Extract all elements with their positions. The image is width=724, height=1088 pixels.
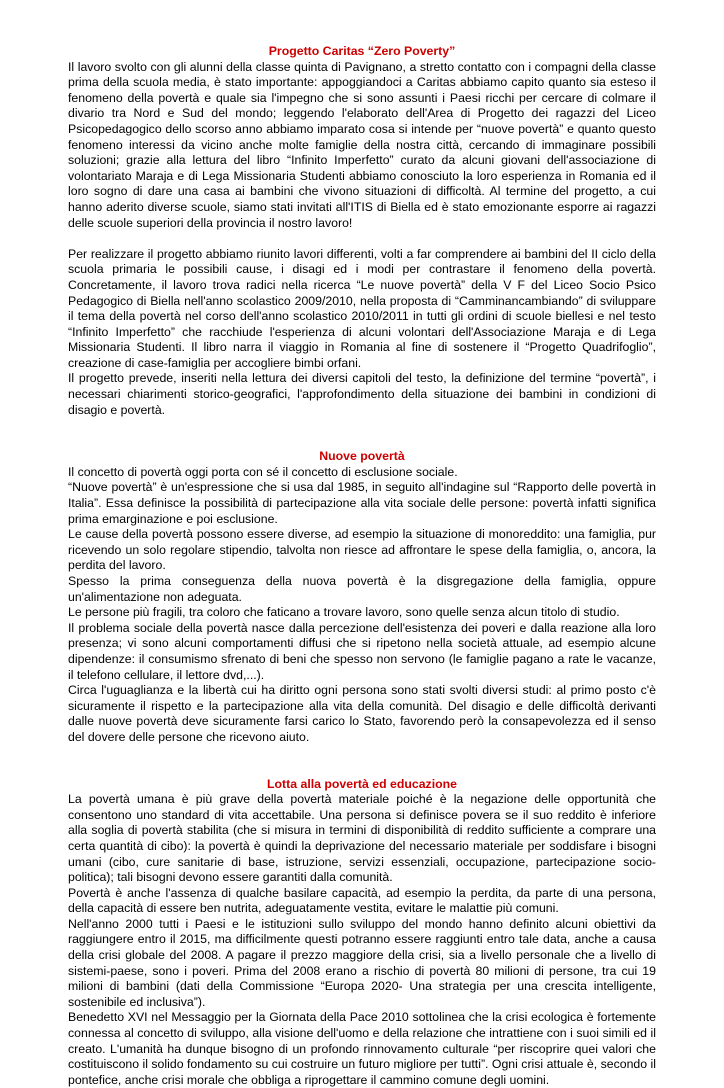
paragraph: Povertà è anche l'assenza di qualche basilare capacità, ad esempio la perdita, da parte di una persona, della capacità di essere ben nutrita, adeguatamente vestita, evitare le malattie più comuni. [68, 885, 656, 916]
section-title: Progetto Caritas “Zero Poverty” [268, 44, 456, 58]
paragraph: La povertà umana è più grave della povertà materiale poiché è la negazione delle opportunità che consentono uno standard di vita accettabile. Una persona si definisce povera se il suo reddito è inferiore alla soglia di povertà stabilita (che si misura in termini di disponibilità di reddito sufficiente a comprare una certa quantità di cibo): la povertà è quindi la deprivazione del necessario materiale per soddisfare i bisogni umani (cibo, cure sanitarie di base, istruzione, servizi essenziali, occupazione, partecipazione socio-politica); tali bisogni devono essere garantiti dalla comunità. [68, 792, 656, 885]
paragraph: Le cause della povertà possono essere diverse, ad esempio la situazione di monoreddito: una famiglia, pur ricevendo un solo regolare stipendio, talvolta non riesce ad affrontare le spese della famiglia, o, ancora, la perdita del lavoro. [68, 527, 656, 573]
section-spacer [68, 746, 656, 777]
paragraph: Benedetto XVI nel Messaggio per la Giornata della Pace 2010 sottolinea che la crisi ecologica è fortemente connessa al concetto di sviluppo, alla visione dell'uomo e della relazione che intrattiene con i suoi simili ed il creato. L'umanità ha dunque bisogno di un profondo rinnovamento culturale “per riscoprire quei valori che costituiscono il solido fondamento su cui costruire un futuro migliore per tutti”. Ogni crisi attuale è, secondo il pontefice, anche crisi morale che obbliga a riprogettare il cammino comune degli uomini. [68, 1010, 656, 1087]
paragraph: Circa l'uguaglianza e la libertà cui ha diritto ogni persona sono stati svolti diversi studi: al primo posto c'è sicuramente il rispetto e la partecipazione alla vita della comunità. Del disagio e delle difficoltà derivanti dalle nuove povertà deve sicuramente farsi carico lo Stato, favorendo però la consapevolezza ed il senso del dovere delle persone che ricevono aiuto. [68, 683, 656, 744]
paragraph: Spesso la prima conseguenza della nuova povertà è la disgregazione della famiglia, oppure un'alimentazione non adeguata. [68, 574, 656, 604]
section-title: Nuove povertà [319, 449, 405, 464]
section-zero-poverty [68, 44, 656, 418]
paragraph: Il problema sociale della povertà nasce dalla percezione dell'esistenza dei poveri e dalla reazione alla loro presenza; vi sono alcuni comportamenti diffusi che si ripetono nella società attuale, ad esempio alcune dipendenze: il consumismo sfrenato di beni che spesso non servono (le famiglie pagano a rate le vacanze, il telefono cellulare, il lettore dvd,...). [68, 620, 656, 682]
paragraph: Le persone più fragili, tra coloro che faticano a trovare lavoro, sono quelle senza alcun titolo di studio. [68, 605, 620, 620]
paragraph: Il lavoro svolto con gli alunni della classe quinta di Pavignano, a stretto contatto con i compagni della classe prima della scuola media, è stato importante: appoggiandoci a Caritas abbiamo capito quanto sia esteso il fenomeno della povertà e quale sia l'impegno che si sono assunti i Paesi ricchi per cercare di colmare il divario tra Nord e Sud del mondo; leggendo l'elaborato dell'Area di Progetto dei ragazzi del Liceo Psicopedagogico dello scorso anno abbiamo imparato cosa si intende per “nuove povertà” e quanto questo fenomeno interessi da vicino anche molte famiglie della nostra città, cercando di immaginare possibili soluzioni; grazie alla lettura del libro “Infinito Imperfetto” curato da alcuni giovani dell'associazione di volontariato Maraja e di Lega Missionaria Studenti abbiamo conosciuto la loro esperienza in Romania ed il loro sogno di dare una casa ai bambini che vivono situazioni di difficoltà. Al termine del progetto, a cui hanno aderito diverse scuole, siamo stati invitati all'ITIS di Biella ed è stato emozionante esporre ai ragazzi delle scuole superiori della provincia il nostro lavoro! [68, 59, 656, 230]
paragraph: Nell'anno 2000 tutti i Paesi e le istituzioni sullo sviluppo del mondo hanno definito alcuni obiettivi da raggiungere entro il 2015, ma difficilmente questi potranno essere raggiunti entro tale data, anche a causa della crisi globale del 2008. A pagare il prezzo maggiore della crisi, sia a livello personale che a livello di sistemi-paese, sono i poveri. Prima del 2008 erano a rischio di povertà 80 milioni di persone, tra cui 19 milioni di bambini (dati della Commissione “Europa 2020- Una strategia per una crescita intelligente, sostenibile ed inclusiva”). [68, 916, 656, 1009]
blank-line [68, 231, 656, 247]
paragraph: Per realizzare il progetto abbiamo riunito lavori differenti, volti a far comprendere ai bambini del II ciclo della scuola primaria le possibili cause, i disagi ed i modi per contrastare il fenomeno della povertà. Concretamente, il lavoro trova radici nella ricerca “Le nuove povertà” della V F del Liceo Socio Psico Pedagogico di Biella nell'anno scolastico 2009/2010, nella proposta di “Camminancambiando” di sviluppare il tema della povertà nel corso dell'anno scolastico 2010/2011 in tutti gli ordini di scuole biellesi e nel testo “Infinito Imperfetto” che racchiude l'esperienza di alcuni volontari dell'Associazione Maraja e di Lega Missionaria Studenti. Il libro narra il viaggio in Romania al fine di sostenere il “Progetto Quadrifoglio”, creazione di case-famiglia per accogliere bimbi orfani. [68, 246, 656, 370]
section-nuove-poverta [68, 449, 656, 745]
section-lotta-poverta [68, 777, 656, 1088]
paragraph: Il concetto di povertà oggi porta con sé il concetto di esclusione sociale. [68, 464, 458, 479]
paragraph: “Nuove povertà” è un'espressione che si usa dal 1985, in seguito all'indagine sul “Rapporto delle povertà in Italia”. Essa definisce la possibilità di partecipazione alla vita sociale delle persone: povertà infatti significa prima emarginazione e poi esclusione. [68, 480, 656, 526]
paragraph: Il progetto prevede, inseriti nella lettura dei diversi capitoli del testo, la definizione del termine “povertà”, i necessari chiarimenti storico-geografici, l'approfondimento della situazione dei bambini in condizioni di disagio e povertà. [68, 371, 656, 417]
section-title: Lotta alla povertà ed educazione [267, 776, 457, 791]
section-spacer [68, 418, 656, 449]
